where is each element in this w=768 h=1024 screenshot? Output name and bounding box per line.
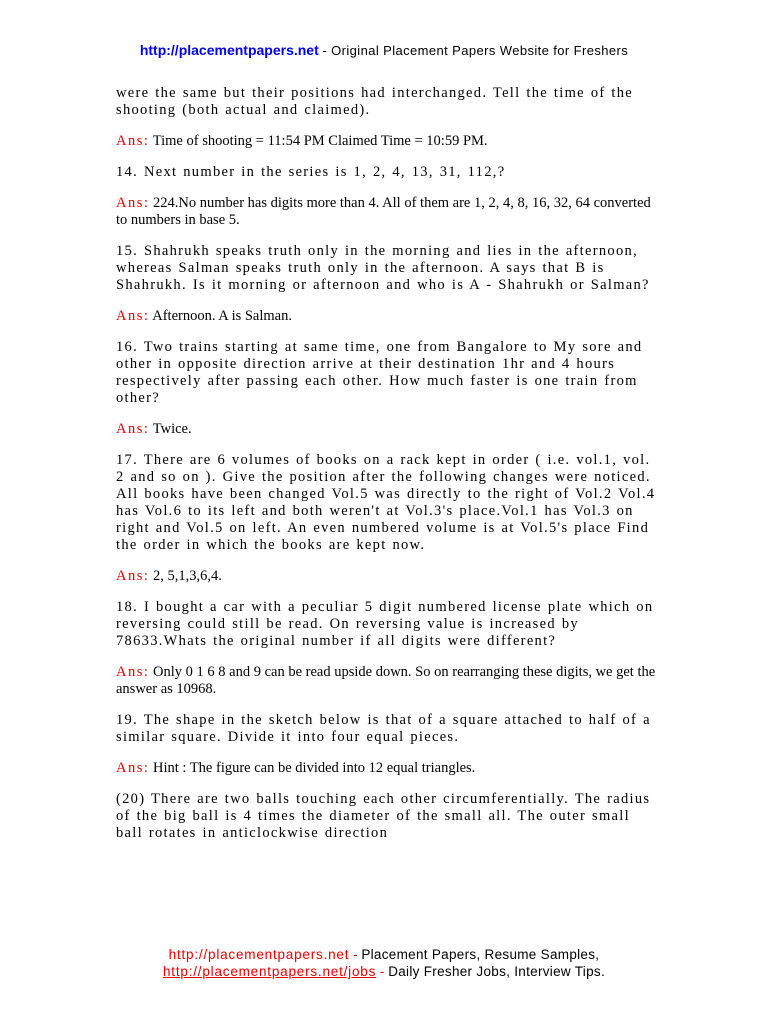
answer-text: Afternoon. A is Salman.	[152, 308, 292, 324]
answer-text: 224.No number has digits more than 4. All of them are 1, 2, 4, 8, 16, 32, 64 converted to numbers in base 5.	[116, 195, 651, 228]
question-paragraph	[116, 452, 656, 554]
question-text: 14. Next number in the series is 1, 2, 4, 13, 31, 112,?	[116, 164, 506, 180]
answer-label: Ans:	[116, 308, 150, 324]
answer-paragraph	[116, 133, 656, 150]
question-text: 17. There are 6 volumes of books on a rack kept in order ( i.e. vol.1, vol. 2 and so on ). Give the position after the following changes were noticed. All books have been changed Vol.5 was directly to the right of Vol.2 Vol.4 has Vol.6 to its left and both weren't at Vol.3's place.Vol.1 has Vol.3 on right and Vol.5 on left. An even numbered volume is at Vol.5's place Find the order in which the books are kept now.	[116, 452, 656, 553]
answer-text: Hint : The figure can be divided into 12 equal triangles.	[153, 760, 476, 776]
footer-home-link[interactable]: http://placementpapers.net	[168, 947, 350, 962]
answer-label: Ans:	[116, 664, 150, 680]
footer-jobs-link[interactable]: http://placementpapers.net/jobs	[162, 964, 377, 979]
answer-paragraph	[116, 195, 656, 229]
question-paragraph	[116, 339, 656, 407]
question-paragraph	[116, 712, 656, 746]
answer-paragraph	[116, 308, 656, 325]
question-text: 15. Shahrukh speaks truth only in the morning and lies in the afternoon, whereas Salman speaks truth only in the afternoon. A says that B is Shahrukh. Is it morning or afternoon and who is A - Shahrukh or Salman?	[116, 243, 650, 293]
answer-label: Ans:	[116, 421, 150, 437]
document-body	[116, 85, 656, 856]
footer-separator: -	[379, 964, 385, 979]
answer-label: Ans:	[116, 195, 150, 211]
question-paragraph	[116, 243, 656, 294]
page-footer	[0, 946, 768, 980]
answer-label: Ans:	[116, 760, 150, 776]
answer-paragraph	[116, 421, 656, 438]
answer-label: Ans:	[116, 133, 150, 149]
answer-paragraph	[116, 664, 656, 698]
question-text: 18. I bought a car with a peculiar 5 digit numbered license plate which on reversing could still be read. On reversing value is increased by 78633.Whats the original number if all digits were different?	[116, 599, 654, 649]
question-paragraph	[116, 791, 656, 842]
question-text: were the same but their positions had interchanged. Tell the time of the shooting (both actual and claimed).	[116, 85, 634, 118]
answer-text: Twice.	[152, 421, 192, 437]
question-paragraph	[116, 599, 656, 650]
footer-line-1	[0, 946, 768, 963]
footer-line1-text: Placement Papers, Resume Samples,	[361, 947, 600, 962]
footer-separator: -	[353, 947, 358, 962]
answer-text: 2, 5,1,3,6,4.	[153, 568, 222, 584]
header-site-link[interactable]: http://placementpapers.net	[139, 42, 319, 58]
answer-paragraph	[116, 760, 656, 777]
question-text: 19. The shape in the sketch below is that of a square attached to half of a similar square. Divide it into four equal pieces.	[116, 712, 651, 745]
answer-paragraph	[116, 568, 656, 585]
footer-line2-text: Daily Fresher Jobs, Interview Tips.	[388, 964, 606, 979]
answer-text: Time of shooting = 11:54 PM Claimed Time = 10:59 PM.	[152, 133, 488, 149]
page-header	[0, 42, 768, 58]
question-text: (20) There are two balls touching each other circumferentially. The radius of the big ball is 4 times the diameter of the small all. The outer small ball rotates in anticlockwise direction	[116, 791, 651, 841]
answer-text: Only 0 1 6 8 and 9 can be read upside down. So on rearranging these digits, we get the answer as 10968.	[116, 664, 656, 697]
question-text: 16. Two trains starting at same time, one from Bangalore to My sore and other in opposite direction arrive at their destination 1hr and 4 hours respectively after passing each other. How much faster is one train from other?	[116, 339, 643, 406]
header-tagline: - Original Placement Papers Website for Freshers	[322, 43, 629, 58]
footer-line-2	[0, 963, 768, 980]
question-paragraph	[116, 85, 656, 119]
question-paragraph	[116, 164, 656, 181]
answer-label: Ans:	[116, 568, 150, 584]
